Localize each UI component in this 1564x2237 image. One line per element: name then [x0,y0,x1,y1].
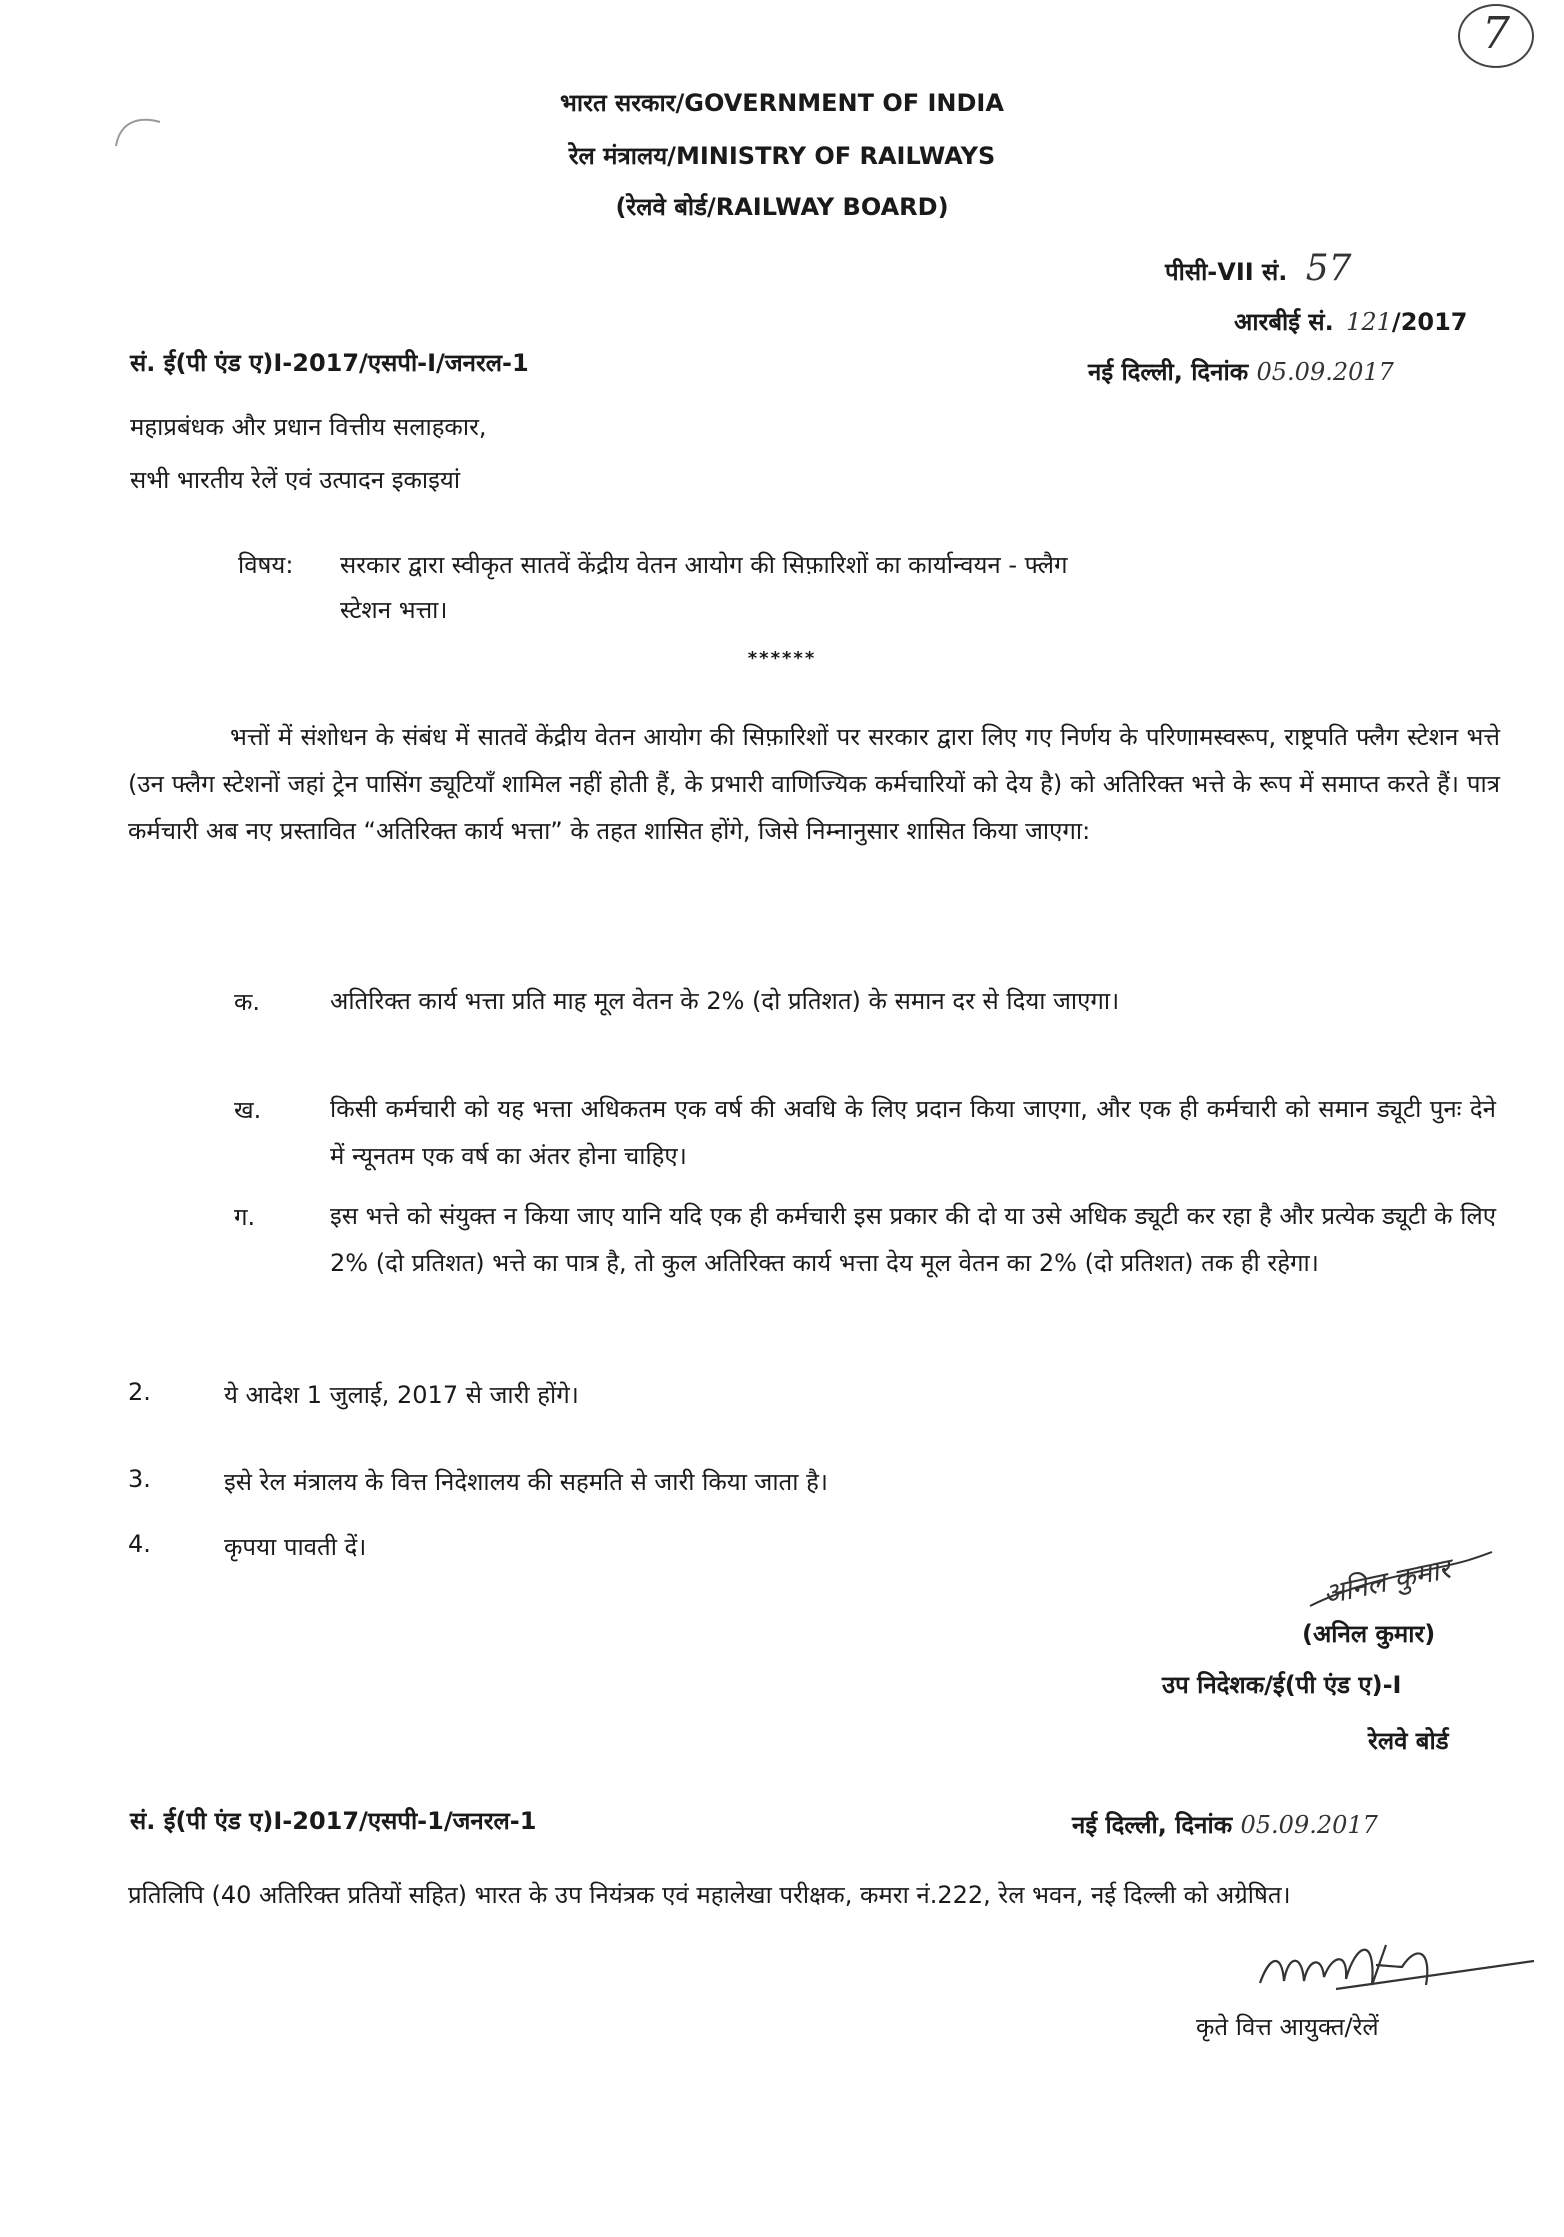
point-text-4: कृपया पावती दें। [224,1533,367,1561]
signatory-name: (अनिल कुमार) [1302,1620,1436,1648]
pc-number-label: पीसी-VII सं. [1165,258,1288,286]
subject-line2: स्टेशन भत्ता। [340,596,448,624]
scan-mark [110,110,170,150]
signatory-designation: उप निदेशक/ई(पी एंड ए)-I [1162,1671,1402,1699]
item-text-ka: अतिरिक्त कार्य भत्ता प्रति माह मूल वेतन के 2% (दो प्रतिशत) के समान दर से दिया जाएगा। [330,987,1120,1015]
signature-scribble: अनिल कुमार [1320,1551,1454,1612]
signatory-office: रेलवे बोर्ड [1368,1727,1449,1755]
separator: ****** [747,648,817,669]
addressee-line2: सभी भारतीय रेलें एवं उत्पादन इकाइयां [130,466,461,494]
point-text-3: इसे रेल मंत्रालय के वित्त निदेशालय की सहमति से जारी किया जाता है। [224,1468,828,1496]
header-government: भारत सरकार/GOVERNMENT OF INDIA [560,89,1004,117]
copy-reference-number: सं. ई(पी एंड ए)I-2017/एसपी-1/जनरल-1 [130,1807,537,1835]
item-label-ga: ग. [234,1203,256,1231]
header-board: (रेलवे बोर्ड/RAILWAY BOARD) [615,193,949,221]
rbe-number-value: 121 [1346,308,1392,336]
page-number: 7 [1482,8,1510,59]
rbe-number-year: /2017 [1391,308,1468,336]
issue-date-value: 05.09.2017 [1256,358,1394,386]
on-behalf-signature: कृते वित्त आयुक्त/रेलें [1196,2013,1379,2041]
issue-date-label: नई दिल्ली, दिनांक [1088,358,1249,386]
signature-stroke-1 [1306,1548,1496,1618]
point-number-2: 2. [128,1378,151,1406]
reference-number: सं. ई(पी एंड ए)I-2017/एसपी-I/जनरल-1 [130,349,529,377]
pc-number-value: 57 [1305,248,1352,289]
copy-forwarding-text: प्रतिलिपि (40 अतिरिक्त प्रतियों सहित) भारत के उप नियंत्रक एवं महालेखा परीक्षक, कमरा नं.222, रेल भवन, नई दिल्ली को अग्रेषित। [128,1881,1291,1909]
subject-line1: सरकार द्वारा स्वीकृत सातवें केंद्रीय वेतन आयोग की सिफ़ारिशों का कार्यान्वयन - फ्लैग [340,551,1068,579]
rbe-number-label: आरबीई सं. [1234,308,1334,336]
page-number-stamp [1458,4,1534,68]
copy-date-value: 05.09.2017 [1240,1811,1378,1839]
point-text-2: ये आदेश 1 जुलाई, 2017 से जारी होंगे। [224,1381,579,1409]
item-label-kha: ख. [234,1096,262,1124]
point-number-4: 4. [128,1530,151,1558]
rbe-number [1234,305,1467,338]
addressee-line1: महाप्रबंधक और प्रधान वित्तीय सलाहकार, [130,413,487,441]
point-number-3: 3. [128,1465,151,1493]
item-text-kha: किसी कर्मचारी को यह भत्ता अधिकतम एक वर्ष की अवधि के लिए प्रदान किया जाएगा, और एक ही कर्मचारी को समान ड्यूटी पुनः देने में न्यूनतम एक वर्ष का अंतर होना चाहिए। [330,1095,1496,1170]
issue-date [1088,355,1394,388]
signature-stroke-2 [1236,1925,1536,2015]
pc-number [1165,248,1352,289]
item-label-ka: क. [234,988,261,1016]
copy-date-label: नई दिल्ली, दिनांक [1072,1811,1233,1839]
copy-date [1072,1808,1378,1841]
header-ministry: रेल मंत्रालय/MINISTRY OF RAILWAYS [568,142,996,170]
subject-label: विषय: [238,551,294,579]
item-text-ga: इस भत्ते को संयुक्त न किया जाए यानि यदि एक ही कर्मचारी इस प्रकार की दो या उसे अधिक ड्यूटी कर रहा है और प्रत्येक ड्यूटी के लिए 2% (दो प्रतिशत) भत्ते का पात्र है, तो कुल अतिरिक्त कार्य भत्ता देय मूल वेतन का 2% (दो प्रतिशत) तक ही रहेगा। [330,1202,1496,1277]
body-paragraph: भत्तों में संशोधन के संबंध में सातवें केंद्रीय वेतन आयोग की सिफ़ारिशों पर सरकार द्वारा लिए गए निर्णय के परिणामस्वरूप, राष्ट्रपति फ्लैग स्टेशन भत्ते (उन फ्लैग स्टेशनों जहां ट्रेन पासिंग ड्यूटियाँ शामिल नहीं होती हैं, के प्रभारी वाणिज्यिक कर्मचारियों को देय है) को अतिरिक्त भत्ते के रूप में समाप्त करते हैं। पात्र कर्मचारी अब नए प्रस्तावित “अतिरिक्त कार्य भत्ता” के तहत शासित होंगे, जिसे निम्नानुसार शासित किया जाएगा: [128,723,1500,845]
